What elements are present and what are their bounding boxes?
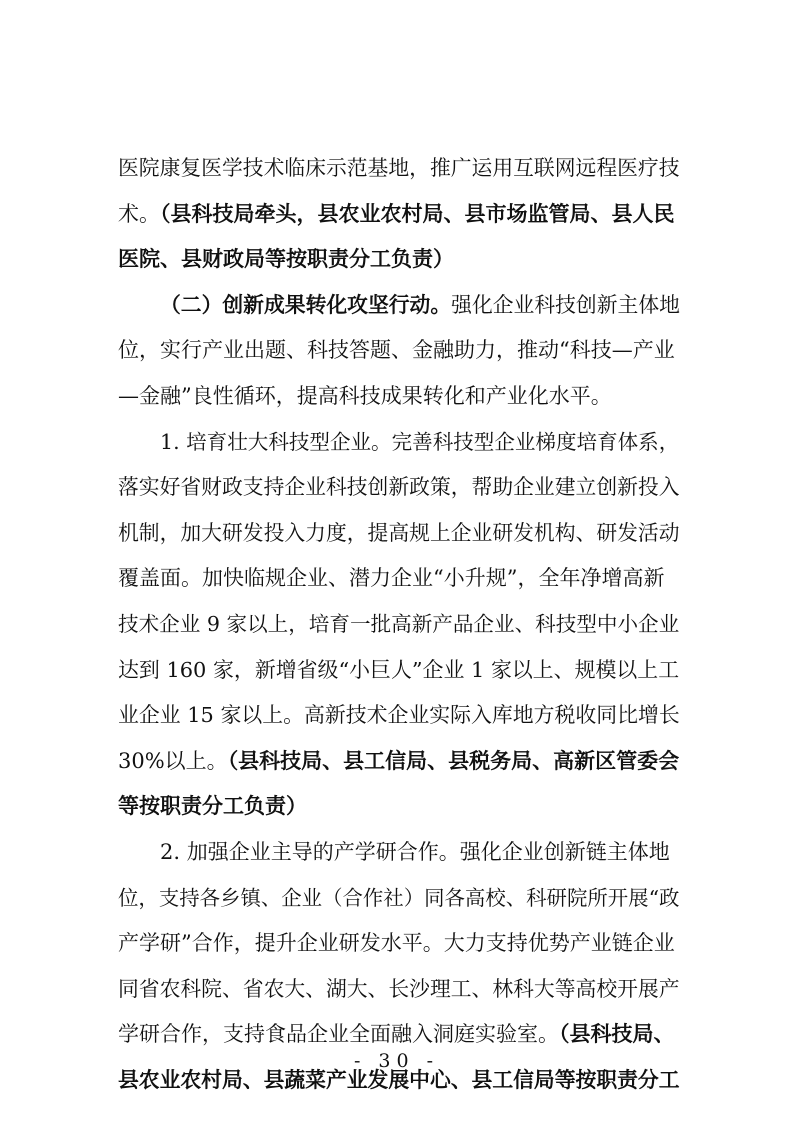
text-line <box>118 287 680 323</box>
text-run: 位，实行产业出题、科技答题、金融助力，推动“科技—产业 <box>118 338 675 363</box>
responsibility-note: 等按职责分工负责） <box>118 793 307 819</box>
text-run: 业企业 15 家以上。高新技术企业实际入库地方税收同比增长 <box>118 703 680 728</box>
text-line <box>118 196 680 232</box>
text-line <box>118 515 680 551</box>
text-run: 医院康复医学技术临床示范基地，推广运用互联网远程医疗技 <box>118 156 680 180</box>
item-heading: 1. 培育壮大科技型企业。完善科技型企业梯度培育体系， <box>160 429 680 454</box>
text-line <box>118 788 680 824</box>
text-line <box>118 1016 680 1052</box>
document-body <box>118 150 680 1107</box>
text-run: —金融”良性循环，提高科技成果转化和产业化水平。 <box>118 383 612 408</box>
responsibility-note: （县科技局牵头，县农业农村局、县市场监管局、县人民 <box>160 200 675 226</box>
text-line <box>118 424 680 460</box>
text-run: 落实好省财政支持企业科技创新政策，帮助企业建立创新投入 <box>118 475 680 500</box>
responsibility-note: 县农业农村局、县蔬菜产业发展中心、县工信局等按职责分工 <box>118 1066 680 1092</box>
text-run: 强化企业科技创新主体地 <box>451 292 680 317</box>
text-run: 技术企业 9 家以上，培育一批高新产品企业、科技型中小企业 <box>118 611 680 636</box>
text-line <box>118 560 680 596</box>
text-line <box>118 378 680 414</box>
text-line <box>118 971 680 1007</box>
page-number: - 30 - <box>353 1050 440 1072</box>
text-run: 同省农科院、省农大、湖大、长沙理工、林科大等高校开展产 <box>118 976 680 1001</box>
text-line <box>118 606 680 642</box>
text-line <box>118 925 680 961</box>
responsibility-note: （县科技局、 <box>559 1021 675 1047</box>
text-line <box>118 150 680 186</box>
text-line <box>118 332 680 368</box>
text-run: 产学研”合作，提升企业研发水平。大力支持优势产业链企业 <box>118 931 675 956</box>
text-line <box>118 469 680 505</box>
text-run: 术。 <box>118 201 160 226</box>
text-run: 机制，加大研发投入力度，提高规上企业研发机构、研发活动 <box>118 520 680 545</box>
text-line <box>118 880 680 916</box>
text-line <box>118 834 680 870</box>
responsibility-note: 医院、县财政局等按职责分工负责） <box>118 246 454 272</box>
text-run: 30%以上。 <box>118 748 228 773</box>
text-line <box>118 652 680 688</box>
text-line <box>118 241 680 277</box>
text-run: 位，支持各乡镇、企业（合作社）同各高校、科研院所开展“政 <box>118 885 680 910</box>
text-line <box>118 743 680 779</box>
section-heading: （二）创新成果转化攻坚行动。 <box>160 291 452 317</box>
text-run: 达到 160 家，新增省级“小巨人”企业 1 家以上、规模以上工 <box>118 657 680 682</box>
responsibility-note: （县科技局、县工信局、县税务局、高新区管委会 <box>227 747 680 773</box>
text-run: 学研合作，支持食品企业全面融入洞庭实验室。 <box>118 1022 559 1047</box>
text-run: 覆盖面。加快临规企业、潜力企业“小升规”，全年净增高新 <box>118 566 665 591</box>
text-line <box>118 697 680 733</box>
item-heading: 2. 加强企业主导的产学研合作。强化企业创新链主体地 <box>160 839 670 864</box>
